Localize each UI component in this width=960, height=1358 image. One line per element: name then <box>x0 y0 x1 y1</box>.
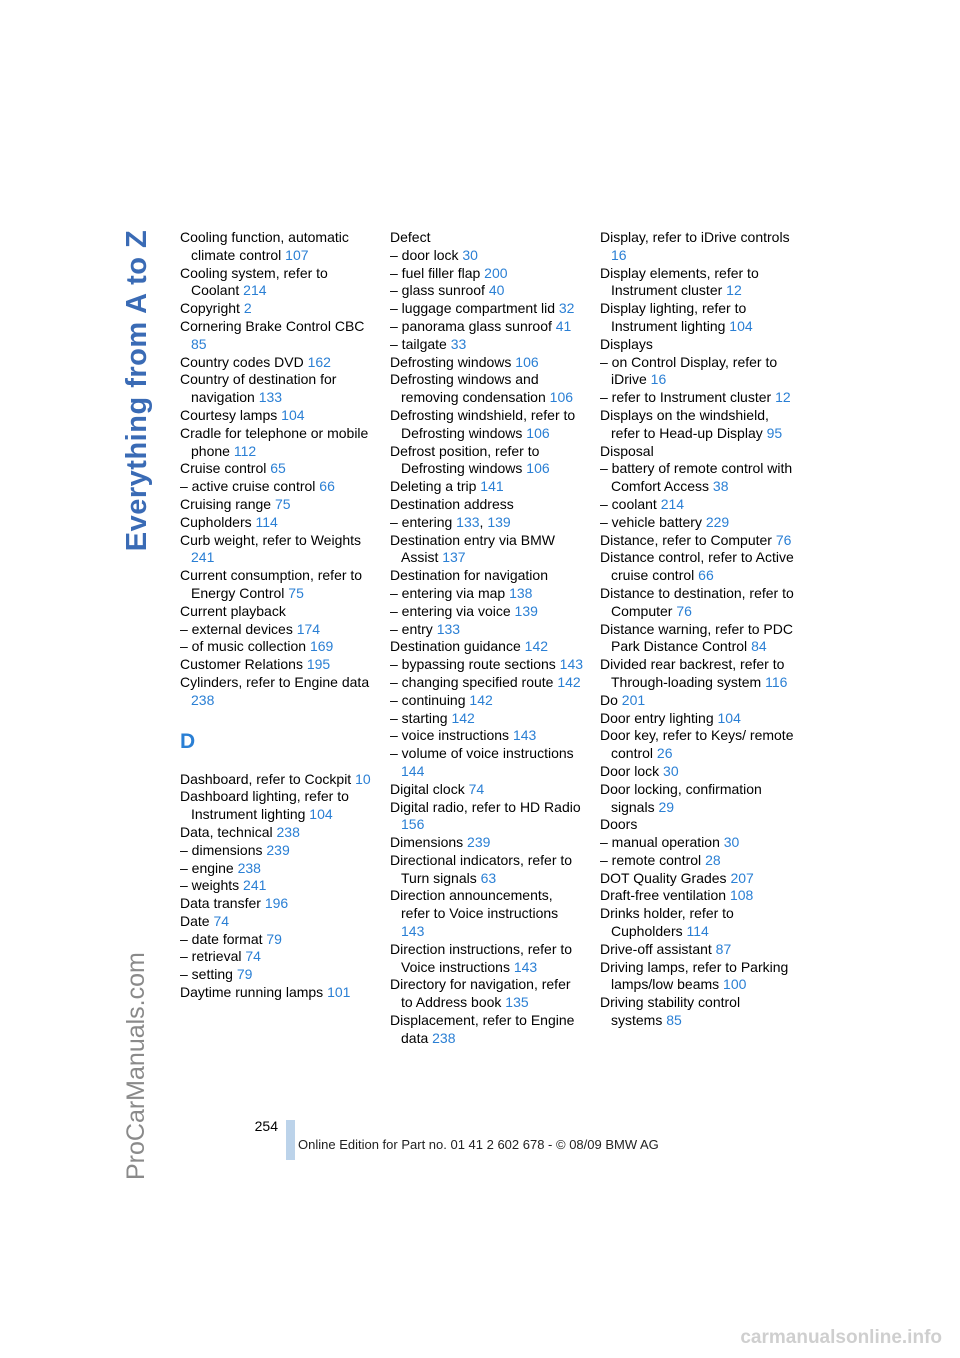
page-reference-link[interactable]: 75 <box>274 495 291 512</box>
page-reference-link[interactable]: 162 <box>307 353 331 370</box>
page-reference-link[interactable]: 84 <box>751 638 767 655</box>
page-reference-link[interactable]: 30 <box>462 246 478 263</box>
index-entry <box>390 852 585 888</box>
index-term: Cupholders <box>180 513 256 530</box>
index-entry <box>390 229 585 247</box>
index-entry <box>180 638 375 656</box>
index-term: – battery of remote control with Comfort Access <box>600 460 793 495</box>
page-reference-link[interactable]: 108 <box>729 887 754 904</box>
page-reference-link[interactable]: 79 <box>236 966 253 983</box>
page-reference-link[interactable]: 74 <box>245 948 261 965</box>
index-entry <box>600 407 795 443</box>
index-entry <box>180 567 375 603</box>
page-reference-link[interactable]: 143 <box>401 923 425 940</box>
page-reference-link[interactable]: 239 <box>467 834 491 851</box>
page-reference-link[interactable]: 10 <box>355 770 371 787</box>
page-reference-link[interactable]: 40 <box>488 282 505 299</box>
letter-heading: D <box>180 729 196 753</box>
index-term: Driving stability control systems <box>600 994 741 1029</box>
index-term: Destination for navigation <box>390 567 548 584</box>
page-reference-link[interactable]: 16 <box>611 246 627 263</box>
index-term: Distance control, refer to Active cruise control <box>600 549 794 584</box>
index-entry <box>390 781 585 799</box>
index-term: Dashboard, refer to Cockpit <box>180 770 356 787</box>
page-reference-link[interactable]: 107 <box>285 246 309 263</box>
page-reference-link[interactable]: 241 <box>243 877 267 894</box>
page-reference-link[interactable]: 106 <box>549 389 574 406</box>
index-entry <box>180 318 375 354</box>
index-term: Driving lamps, refer to Parking lamps/low beams <box>600 958 789 993</box>
index-term: Dimensions <box>390 834 468 851</box>
index-entry <box>600 460 795 496</box>
index-entry <box>180 966 375 984</box>
index-term: DOT Quality Grades <box>600 869 731 886</box>
index-entry <box>180 229 375 265</box>
index-entry <box>390 300 585 318</box>
index-entry <box>600 229 795 265</box>
index-entry <box>180 656 375 674</box>
index-entry <box>390 265 585 283</box>
section-side-title <box>118 230 158 550</box>
index-entry <box>600 265 795 301</box>
index-term: Disposal <box>600 442 654 459</box>
index-entry <box>390 443 585 479</box>
index-entry <box>390 282 585 300</box>
index-entry <box>390 674 585 692</box>
index-term: – setting <box>180 966 237 983</box>
index-term: Date <box>180 912 214 929</box>
index-entry <box>600 727 795 763</box>
index-entry <box>600 834 795 852</box>
page-reference-link[interactable]: 100 <box>723 976 747 993</box>
index-term: – volume of voice instructions <box>390 745 574 762</box>
page-reference-link[interactable]: 114 <box>686 923 709 940</box>
index-term: Defrost position, refer to Defrosting windows <box>390 442 540 477</box>
page-reference-link[interactable]: 139 <box>514 602 538 619</box>
watermark <box>122 952 150 1181</box>
page-reference-link[interactable]: 196 <box>264 895 289 912</box>
page-reference-link[interactable]: 95 <box>766 424 783 441</box>
page-reference-link[interactable]: 29 <box>658 798 675 815</box>
index-entry <box>180 895 375 913</box>
index-term: Defrosting windshield, refer to Defrosting windows <box>390 406 576 441</box>
index-entry <box>180 514 375 532</box>
page-reference-link[interactable]: 169 <box>309 638 334 655</box>
page-reference-link[interactable]: 74 <box>468 780 485 797</box>
page-reference-link[interactable]: 143 <box>513 958 538 975</box>
page-reference-link[interactable]: 30 <box>723 834 740 851</box>
section-side-title-text: Everything from A to Z <box>121 229 154 551</box>
index-entry <box>390 354 585 372</box>
index-term: Direction announcements, refer to Voice instructions <box>390 887 559 922</box>
site-watermark: carmanualsonline.info <box>740 1327 942 1348</box>
index-entry <box>390 710 585 728</box>
page-reference-link[interactable]: 133 <box>456 513 480 530</box>
index-entry <box>390 336 585 354</box>
index-term: Cooling system, refer to Coolant <box>180 264 328 299</box>
page-reference-link[interactable]: 38 <box>712 478 729 495</box>
page-reference-link[interactable]: 229 <box>705 513 730 530</box>
index-term: – entry <box>390 620 437 637</box>
index-term: Defect <box>390 229 431 245</box>
page-reference-link[interactable]: 114 <box>255 513 278 530</box>
index-term: Defrosting windows and removing condensation <box>390 371 550 406</box>
index-term: Directory for navigation, refer to Address book <box>390 976 571 1011</box>
index-term: Defrosting windows <box>390 353 516 370</box>
index-term: Distance to destination, refer to Computer <box>600 584 794 619</box>
index-entry <box>600 514 795 532</box>
footer-accent-bar <box>286 1120 295 1160</box>
index-term: – starting <box>390 709 452 726</box>
index-entry <box>390 638 585 656</box>
page-reference-link[interactable]: 142 <box>524 638 549 655</box>
index-entry <box>180 788 375 824</box>
index-term: Displays on the windshield, refer to Head-up Display <box>600 406 769 441</box>
index-term: Cradle for telephone or mobile phone <box>180 424 369 459</box>
index-entry <box>180 984 375 1002</box>
page-reference-link[interactable]: 76 <box>676 602 692 619</box>
page-reference-link[interactable]: 101 <box>327 984 351 1001</box>
page-reference-link[interactable]: 104 <box>309 806 333 823</box>
page-reference-link[interactable]: 30 <box>663 762 679 779</box>
page-reference-link[interactable]: 106 <box>526 424 550 441</box>
index-term: Digital clock <box>390 780 469 797</box>
index-term: – door lock <box>390 246 463 263</box>
index-entry <box>390 941 585 977</box>
page-reference-link[interactable]: 139 <box>487 513 511 530</box>
index-term: Copyright <box>180 300 244 317</box>
index-term: Curb weight, refer to Weights <box>180 531 362 548</box>
index-entry <box>600 905 795 941</box>
index-term: Cruise control <box>180 460 271 477</box>
index-term: Destination entry via BMW Assist <box>390 531 555 566</box>
index-entry <box>390 727 585 745</box>
index-entry <box>180 948 375 966</box>
index-term: Displays <box>600 335 653 352</box>
index-entry <box>390 745 585 781</box>
page-reference-link[interactable]: 133 <box>436 620 461 637</box>
index-entry <box>180 621 375 639</box>
page-reference-link[interactable]: 142 <box>451 709 475 726</box>
index-term: Direction instructions, refer to Voice instructions <box>390 940 573 975</box>
index-term: – entering via voice <box>390 602 515 619</box>
index-term: Door locking, confirmation signals <box>600 780 762 815</box>
index-entry <box>180 354 375 372</box>
index-term: Daytime running lamps <box>180 984 328 1001</box>
index-entry <box>390 976 585 1012</box>
index-term: – weights <box>180 877 244 894</box>
index-term: Drinks holder, refer to Cupholders <box>600 905 734 940</box>
index-entry <box>600 692 795 710</box>
page-reference-link[interactable]: 106 <box>526 460 550 477</box>
index-entry <box>390 496 585 514</box>
page-reference-link[interactable]: 12 <box>726 282 742 299</box>
index-term: Display elements, refer to Instrument cluster <box>600 264 759 299</box>
index-entry <box>600 852 795 870</box>
index-term: – bypassing route sections <box>390 656 560 673</box>
index-term: Customer Relations <box>180 656 307 673</box>
page-reference-link[interactable]: 112 <box>233 442 257 459</box>
index-term: – entering <box>390 513 457 530</box>
index-entry <box>390 371 585 407</box>
index-term: Cruising range <box>180 495 275 512</box>
page-reference-link[interactable]: 87 <box>715 940 732 957</box>
index-entry <box>600 941 795 959</box>
index-term: Destination guidance <box>390 638 525 655</box>
index-term: Draft-free ventilation <box>600 887 730 904</box>
index-entry <box>600 389 795 407</box>
index-term: Current consumption, refer to Energy Control <box>180 567 363 601</box>
index-term: – glass sunroof <box>390 282 489 299</box>
index-entry <box>600 532 795 550</box>
index-entry <box>180 478 375 496</box>
index-entry <box>180 460 375 478</box>
index-term: Digital radio, refer to HD Radio <box>390 798 581 815</box>
page-reference-link[interactable]: 201 <box>621 691 646 708</box>
page-reference-link[interactable]: 207 <box>730 869 754 886</box>
index-term: Do <box>600 691 622 708</box>
index-entry <box>600 443 795 461</box>
page-reference-link[interactable]: 138 <box>509 584 533 601</box>
index-term: – of music collection <box>180 638 310 655</box>
index-entry <box>600 549 795 585</box>
index-term: – date format <box>180 930 267 947</box>
index-term: Door key, refer to Keys/ remote control <box>600 727 794 762</box>
index-entry <box>390 407 585 443</box>
index-term: Distance warning, refer to PDC Park Distance Control <box>600 620 793 655</box>
index-term: – remote control <box>600 851 706 868</box>
page-reference-link[interactable]: 142 <box>469 691 493 708</box>
index-entry <box>600 585 795 621</box>
index-entry <box>180 532 375 568</box>
page-reference-link[interactable]: 239 <box>266 841 290 858</box>
index-term: – dimensions <box>180 841 267 858</box>
index-entry <box>180 771 375 789</box>
page-reference-link[interactable]: 241 <box>191 549 215 566</box>
index-term: Drive-off assistant <box>600 940 716 957</box>
page-reference-link[interactable]: 135 <box>505 994 529 1011</box>
page-reference-link[interactable]: 238 <box>432 1029 456 1046</box>
footer-edition-text: Online Edition for Part no. 01 41 2 602 678 - © 08/09 BMW AG <box>298 1137 659 1152</box>
page-reference-link[interactable]: 195 <box>306 656 331 673</box>
page-reference-link[interactable]: 12 <box>775 389 791 406</box>
index-entry <box>180 877 375 895</box>
page-reference-link[interactable]: 79 <box>266 930 282 947</box>
page-number: 254 <box>254 1118 278 1134</box>
index-term: Data, technical <box>180 823 277 840</box>
index-entry <box>600 336 795 354</box>
page-reference-link[interactable]: 156 <box>401 816 425 833</box>
page-reference-link[interactable]: 26 <box>656 745 673 762</box>
index-entry <box>390 478 585 496</box>
index-entry <box>180 913 375 931</box>
index-entry <box>390 692 585 710</box>
page-reference-link[interactable]: 238 <box>191 691 215 708</box>
index-entry <box>180 407 375 425</box>
index-entry <box>600 710 795 728</box>
page-reference-link[interactable]: 2 <box>243 300 252 317</box>
index-entry <box>600 300 795 336</box>
index-term: – continuing <box>390 691 470 708</box>
page-reference-link[interactable]: 32 <box>558 300 575 317</box>
index-term: Country codes DVD <box>180 353 308 370</box>
index-term: – active cruise control <box>180 478 320 495</box>
index-term: – external devices <box>180 620 297 637</box>
index-term: – luggage compartment lid <box>390 300 559 317</box>
index-term: – changing specified route <box>390 673 558 690</box>
index-term: Directional indicators, refer to Turn signals <box>390 851 573 886</box>
index-term: Country of destination for navigation <box>180 371 337 406</box>
index-term: Distance, refer to Computer <box>600 531 776 548</box>
index-term: Deleting a trip <box>390 478 481 495</box>
page-reference-link[interactable]: 141 <box>480 478 504 495</box>
index-term: – voice instructions <box>390 727 513 744</box>
index-term: – fuel filler flap <box>390 264 485 281</box>
page-reference-link[interactable]: 238 <box>276 823 300 840</box>
index-entry <box>390 656 585 674</box>
page-reference-link[interactable]: 104 <box>729 317 753 334</box>
index-entry: – entering 133, 139 <box>390 513 511 530</box>
index-entry <box>600 994 795 1030</box>
index-term: – tailgate <box>390 335 451 352</box>
index-entry <box>390 834 585 852</box>
page-reference-link[interactable]: 104 <box>717 709 741 726</box>
index-entry <box>600 959 795 995</box>
page-reference-link[interactable]: 85 <box>666 1012 682 1029</box>
index-entry <box>390 603 585 621</box>
index-term: Cylinders, refer to Engine data <box>180 673 370 690</box>
page-reference-link[interactable]: 65 <box>270 460 286 477</box>
index-term: Doors <box>600 816 638 833</box>
index-term: – vehicle battery <box>600 513 706 530</box>
index-entry <box>390 585 585 603</box>
index-entry <box>600 816 795 834</box>
page-reference-link[interactable]: 74 <box>213 912 230 929</box>
page-reference-link[interactable]: 143 <box>512 727 537 744</box>
index-column-1 <box>180 229 375 1002</box>
index-entry <box>600 763 795 781</box>
index-term: Data transfer <box>180 895 265 912</box>
index-term: – panorama glass sunroof <box>390 317 556 334</box>
index-term: – manual operation <box>600 834 724 851</box>
index-term: Cooling function, automatic climate control <box>180 229 349 263</box>
index-entry <box>180 674 375 710</box>
page-reference-link[interactable]: 66 <box>698 567 714 584</box>
index-entry <box>600 656 795 692</box>
index-term: – entering via map <box>390 584 510 601</box>
index-entry <box>180 824 375 842</box>
index-entry <box>600 496 795 514</box>
index-entry <box>390 318 585 336</box>
index-term: – refer to Instrument cluster <box>600 389 776 406</box>
page-reference-link[interactable]: 214 <box>660 495 685 512</box>
page-reference-link[interactable]: 174 <box>296 620 321 637</box>
index-term: Displacement, refer to Engine data <box>390 1012 575 1046</box>
page-reference-link[interactable]: 16 <box>650 371 667 388</box>
index-entry <box>390 799 585 835</box>
index-entry <box>390 621 585 639</box>
index-entry <box>390 532 585 568</box>
index-term: Display lighting, refer to Instrument lighting <box>600 300 747 334</box>
page-reference-link[interactable]: 33 <box>450 335 467 352</box>
index-entry <box>600 354 795 390</box>
index-entry <box>600 887 795 905</box>
index-term: Destination address <box>390 495 514 512</box>
index-term: Dashboard lighting, refer to Instrument lighting <box>180 788 349 823</box>
page-reference-link[interactable]: 214 <box>243 282 267 299</box>
page-reference-link[interactable]: 75 <box>288 584 304 601</box>
index-term: Current playback <box>180 602 286 619</box>
index-entry <box>180 603 375 621</box>
page-reference-link[interactable]: 133 <box>258 389 283 406</box>
page-reference-link[interactable]: 63 <box>480 869 497 886</box>
page-reference-link[interactable]: 143 <box>559 656 584 673</box>
index-column-3 <box>600 229 795 1030</box>
index-entry <box>180 931 375 949</box>
page-reference-link[interactable]: 200 <box>484 264 508 281</box>
index-term: Courtesy lamps <box>180 406 282 423</box>
index-term: – retrieval <box>180 948 246 965</box>
page-reference-link[interactable]: 106 <box>515 353 539 370</box>
index-entry <box>180 371 375 407</box>
index-entry <box>600 621 795 657</box>
index-entry <box>180 842 375 860</box>
index-entry <box>180 860 375 878</box>
index-entry <box>390 247 585 265</box>
index-column-2 <box>390 229 585 1048</box>
index-entry <box>390 567 585 585</box>
index-term: Divided rear backrest, refer to Through-loading system <box>600 656 785 690</box>
index-term: – on Control Display, refer to iDrive <box>600 353 778 388</box>
watermark-text: ProCarManuals.com <box>122 952 150 1180</box>
page-reference-link[interactable]: 137 <box>442 549 466 566</box>
index-entry <box>180 425 375 461</box>
index-term: – engine <box>180 859 238 876</box>
index-term: Door lock <box>600 762 664 779</box>
page-reference-link[interactable]: 66 <box>319 478 335 495</box>
page-reference-link[interactable]: 142 <box>557 673 581 690</box>
page-reference-link[interactable]: 238 <box>237 859 261 876</box>
index-entry <box>390 1012 585 1048</box>
page-reference-link[interactable]: 85 <box>191 335 207 352</box>
page-reference-link[interactable]: 144 <box>401 762 425 779</box>
index-term: – coolant <box>600 495 661 512</box>
index-entry <box>180 300 375 318</box>
index-entry <box>600 781 795 817</box>
index-term: Cornering Brake Control CBC <box>180 317 365 334</box>
index-term: Display, refer to iDrive controls <box>600 229 790 245</box>
page-reference-link[interactable]: 116 <box>765 673 788 690</box>
index-entry <box>180 496 375 514</box>
page-reference-link[interactable]: 76 <box>775 531 792 548</box>
index-term: Door entry lighting <box>600 709 718 726</box>
index-entry <box>600 870 795 888</box>
index-entry <box>180 265 375 301</box>
page-reference-link[interactable]: 41 <box>555 317 572 334</box>
page-reference-link[interactable]: 28 <box>705 851 721 868</box>
index-entry <box>390 887 585 940</box>
page-reference-link[interactable]: 104 <box>281 406 305 423</box>
